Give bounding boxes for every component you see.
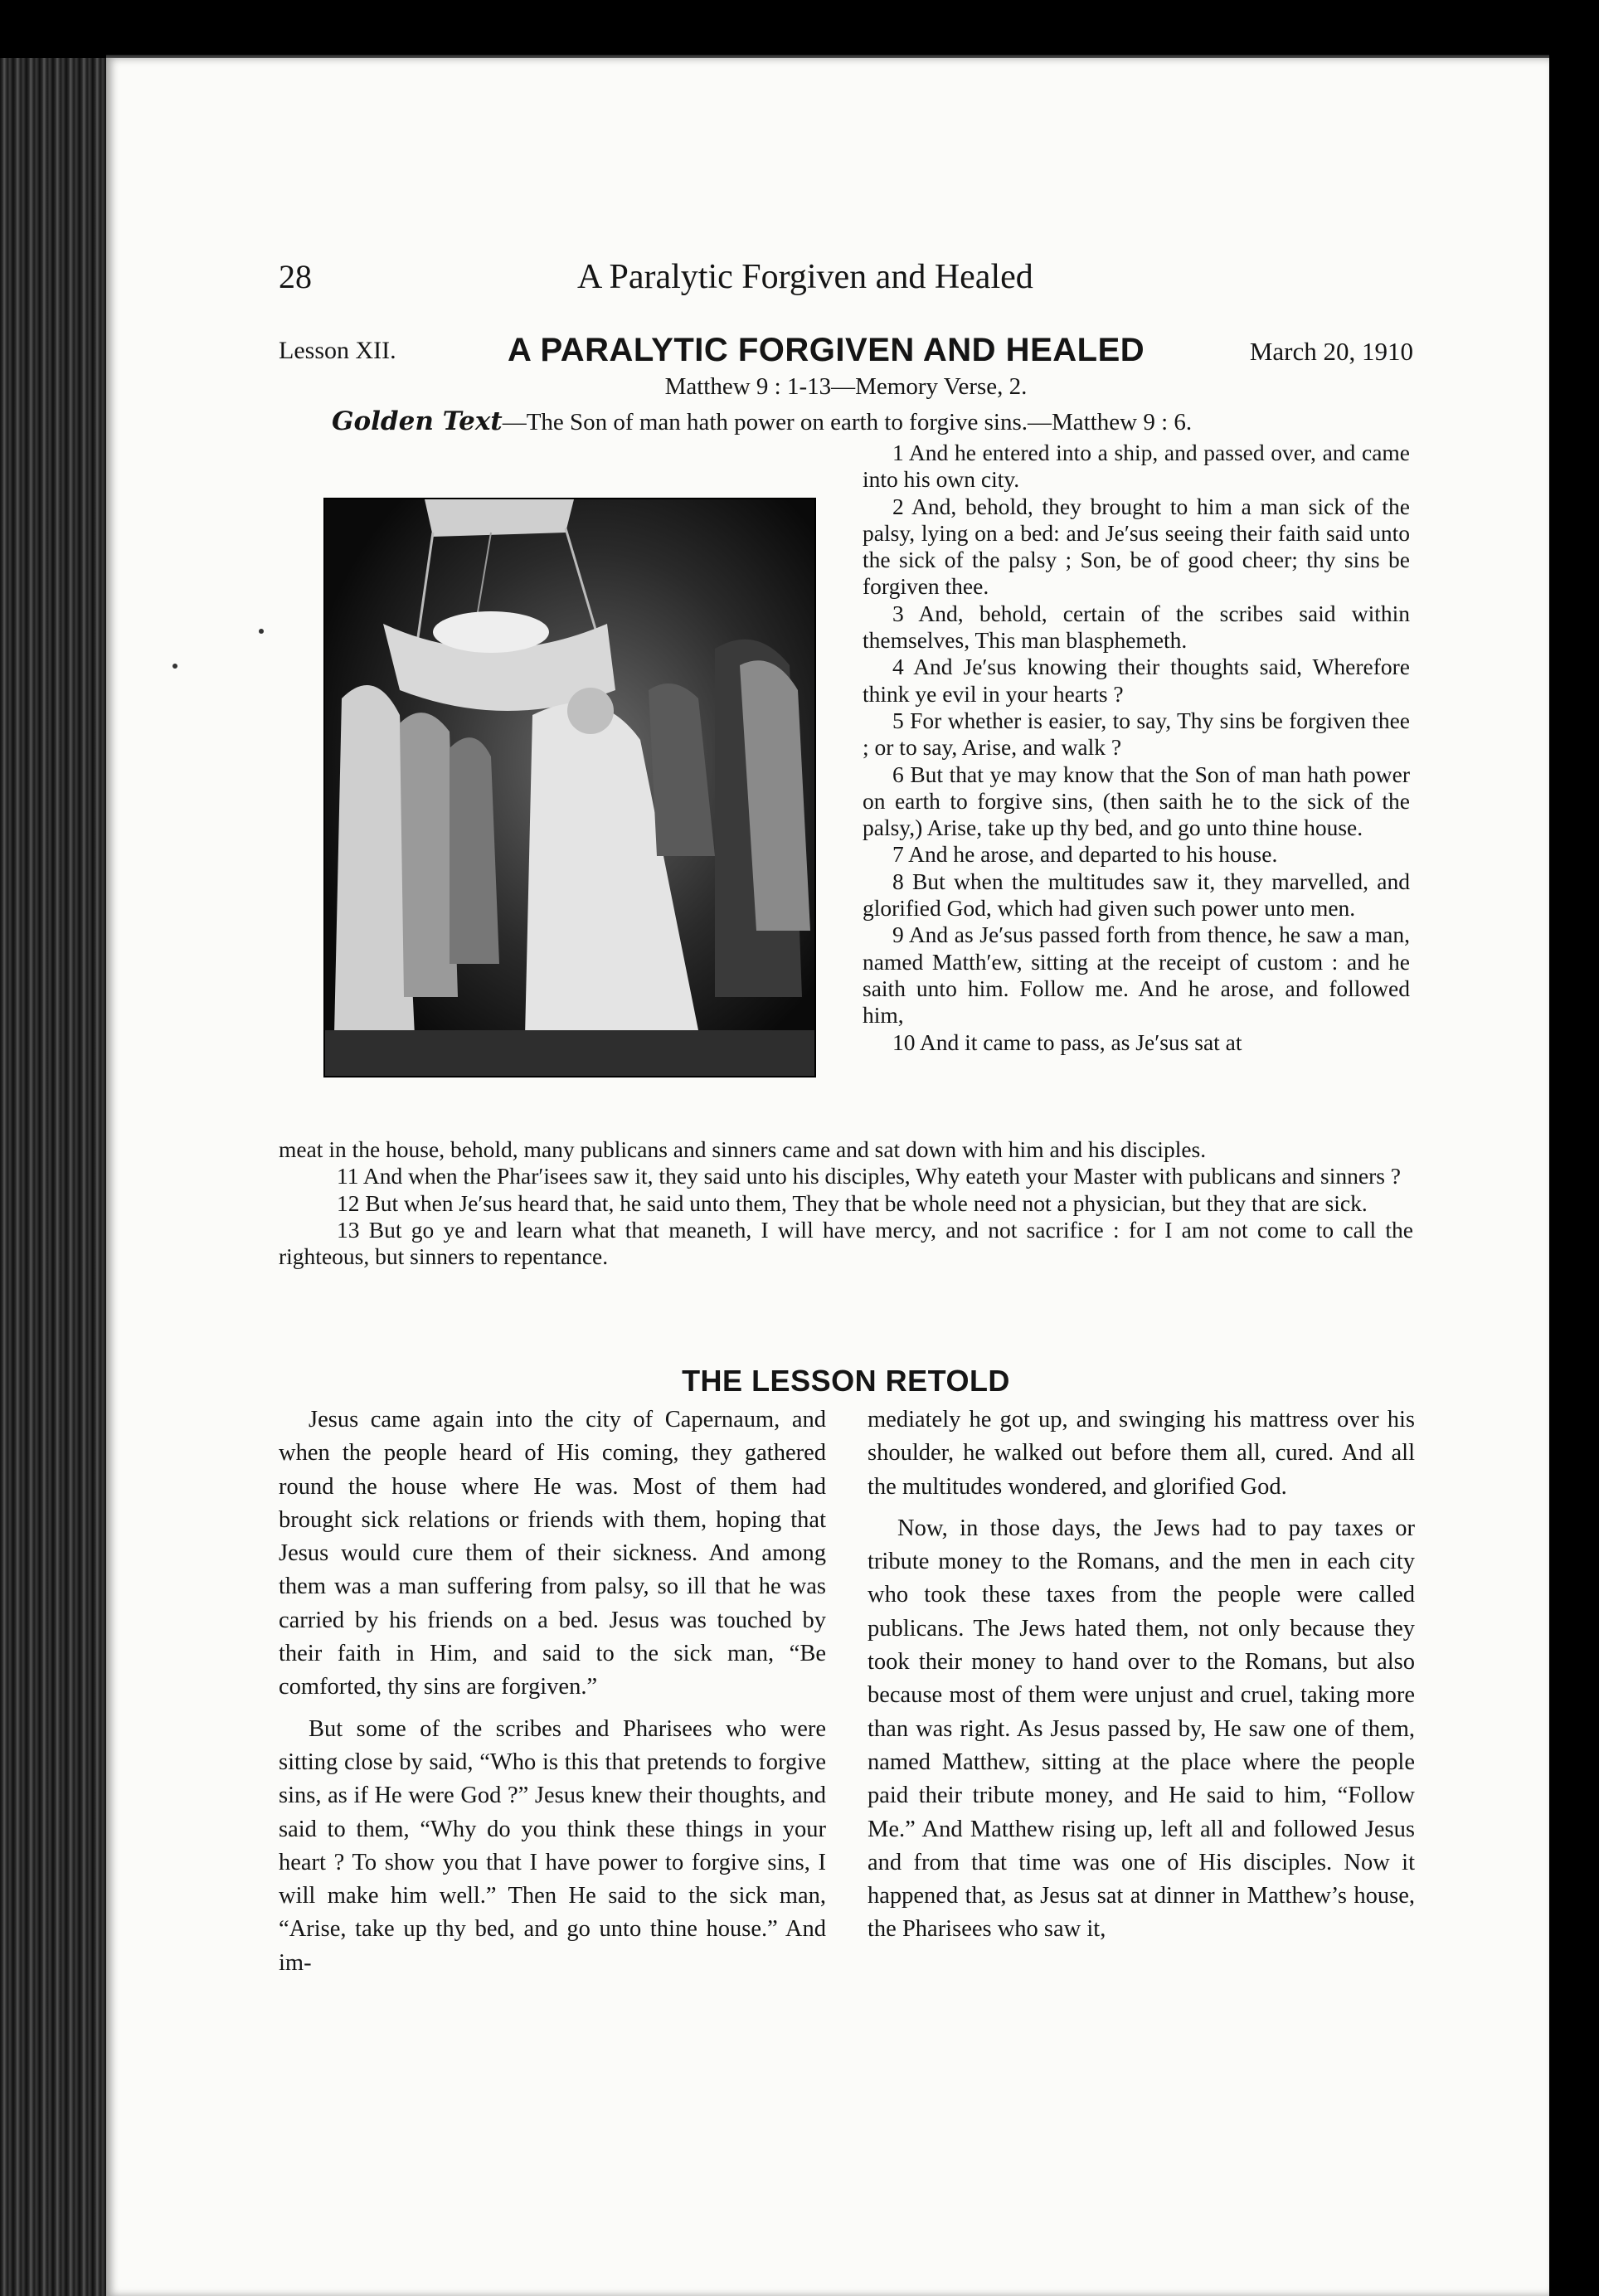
scripture-reference: Matthew 9 : 1-13—Memory Verse, 2. [664, 373, 1028, 400]
illustration-engraving [325, 499, 814, 1076]
retold-paragraph: Now, in those days, the Jews had to pay taxes or tribute money to the Romans, and the men in each city who took these taxes from the people were called publicans. The Jews hated them, not only because they took their money to hand over to the Romans, but also because most of them were unjust and cruel, taking more than was right. As Jesus passed by, He saw one of them, named Matthew, sitting at the place where the people paid their tribute money, and He said to him, “Follow Me.” And Matthew rising up, left all and followed Jesus and from that time was one of His disciples. Now it happened that, as Jesus sat at dinner in Matthew’s house, the Pharisees who saw it, [868, 1515, 1415, 1943]
verse-10: 10 And it came to pass, as Je′sus sat at [892, 1029, 1242, 1055]
verse-3: 3 And, behold, certain of the scribes said within themselves, This man blasphemeth. [863, 600, 1410, 654]
golden-text [332, 406, 1410, 436]
verse-10-continued: meat in the house, behold, many publicans and sinners came and sat down with him and his disciples. [279, 1136, 1207, 1162]
page-number: 28 [279, 258, 312, 295]
verse-12: 12 But when Je′sus heard that, he said unto them, They that be whole need not a physician, but they that are sick. [337, 1189, 1368, 1216]
scan-border-right [1549, 0, 1599, 2296]
verse-9: 9 And as Je′sus passed forth from thence, he saw a man, named Matth′ew, sitting at the receipt of custom : and he saith unto him. Follow me. And he arose, and followed him, [863, 922, 1410, 1029]
scripture-verses-full [279, 1136, 1413, 1270]
lesson-header [279, 332, 1413, 373]
scan-border-top [0, 0, 1599, 58]
lesson-date: March 20, 1910 [1249, 337, 1413, 366]
retold-paragraph: mediately he got up, and swinging his mattress over his shoulder, he walked out before them all, cured. And all the multitudes wondered, and glorified God. [868, 1407, 1415, 1500]
lesson-number: Lesson XII. [279, 337, 396, 364]
verse-13: 13 But go ye and learn what that meaneth, I will have mercy, and not sacrifice : for I am not come to call the righteous, but sinners to repentance. [279, 1216, 1413, 1270]
verse-6: 6 But that ye may know that the Son of man hath power on earth to forgive sins, (then saith he to the sick of the palsy,) Arise, take up thy bed, and go unto thine house. [863, 761, 1410, 841]
retold-paragraph: Jesus came again into the city of Capernaum, and when the people heard of His coming, they gathered round the house where He was. Most of them had brought sick relations or friends with them, hoping that Jesus would cure them of their sickness. And among them was a man suffering from palsy, so ill that he was carried by his friends on a bed. Jesus was touched by their faith in Him, and said to the sick man, “Be comforted, thy sins are forgiven.” [279, 1407, 826, 1700]
verse-11: 11 And when the Phar′isees saw it, they said unto his disciples, Why eateth your Master with publicans and sinners ? [337, 1163, 1402, 1189]
retold-paragraph: But some of the scribes and Pharisees who were sitting close by said, “Who is this that pretends to forgive sins, as if He were God ?” Jesus knew their thoughts, and said to them, “Why do you think these things in your heart ? To show you that I have power to forgive sins, I will make him well.” Then He said to the sick man, “Arise, take up thy bed, and go unto thine house.” And im- [279, 1715, 826, 1976]
section-heading: THE LESSON RETOLD [682, 1364, 1010, 1398]
scan-speck [173, 664, 177, 669]
verse-7: 7 And he arose, and departed to his house. [892, 841, 1278, 868]
verse-5: 5 For whether is easier, to say, Thy sins be forgiven thee ; or to say, Arise, and walk ? [863, 707, 1410, 761]
lesson-title: A PARALYTIC FORGIVEN AND HEALED [508, 332, 1145, 368]
verse-8: 8 But when the multitudes saw it, they marvelled, and glorified God, which had given such power unto men. [863, 868, 1410, 922]
verse-2: 2 And, behold, they brought to him a man sick of the palsy, lying on a bed: and Je′sus seeing their faith said unto the sick of the palsy ; Son, be of good cheer; thy sins be forgiven thee. [863, 493, 1410, 600]
running-title: A Paralytic Forgiven and Healed [577, 258, 1033, 296]
retold-column-right [868, 1403, 1415, 1955]
golden-text-label: Golden Text [332, 406, 503, 436]
golden-text-body: —The Son of man hath power on earth to forgive sins.—Matthew 9 : 6. [502, 409, 1193, 435]
scan-speck [259, 629, 264, 634]
running-head [279, 257, 1413, 307]
scripture-verses-column [863, 440, 1410, 1056]
lesson-illustration [323, 498, 816, 1077]
retold-column-left [279, 1403, 826, 1988]
verse-1: 1 And he entered into a ship, and passed over, and came into his own city. [863, 440, 1410, 493]
book-page-edges [0, 58, 108, 2296]
verse-4: 4 And Je′sus knowing their thoughts said, Wherefore think ye evil in your hearts ? [863, 654, 1410, 707]
